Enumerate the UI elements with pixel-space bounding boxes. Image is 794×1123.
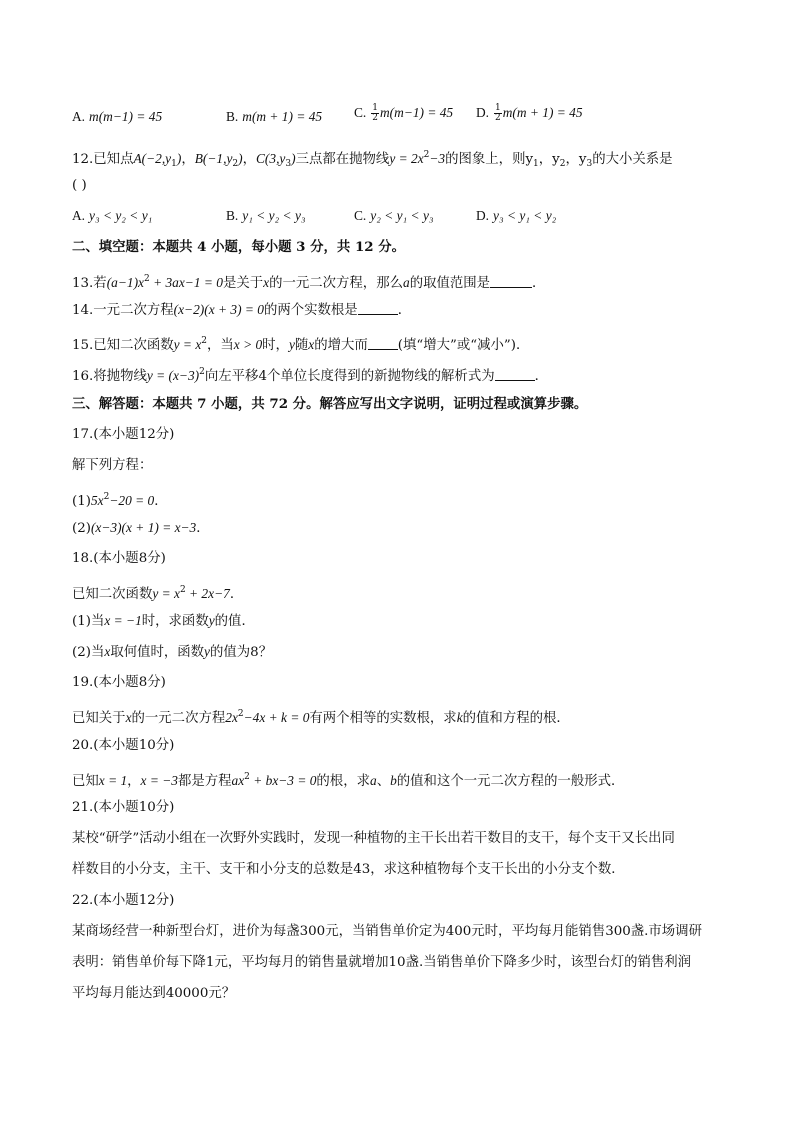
- q17-intro: 解下列方程：: [72, 458, 153, 473]
- q22-title: 22.(本小题12分): [72, 893, 175, 908]
- q12-paren: ( ): [72, 178, 87, 193]
- fraction: $\frac{1}{2}$: [495, 103, 501, 123]
- q22-line2: 表明：销售单价每下降1元，平均每月的销售量就增加10盏.当销售单价下降多少时，该型台灯的销售利润: [72, 955, 692, 970]
- q18-part2: (2)当x取何值时，函数y的值为8？: [72, 644, 273, 660]
- q11-option-a: A. m(m−1) = 45: [72, 109, 163, 124]
- q15: 15.已知二次函数$y = x^2$，当x > 0时，y随x的增大而 (填“增大”或“减小”)．: [72, 336, 530, 353]
- q20-title: 20.(本小题10分): [72, 738, 175, 753]
- q21-title: 21.(本小题10分): [72, 800, 175, 815]
- q13: 13.若$(a-1)x^2 + 3ax-1 = 0$是关于x的一元二次方程，那么a的取值范围是 ．: [72, 274, 546, 291]
- q16: 16.将抛物线$y = (x-3)^2$向左平移4个单位长度得到的新抛物线的解析式为 ．: [72, 367, 548, 384]
- q19-title: 19.(本小题8分): [72, 675, 166, 690]
- fraction: $\frac{1}{2}$: [372, 103, 379, 123]
- q19-body: 已知关于x的一元二次方程$2x^2-4x + k = 0$有两个相等的实数根，求k的值和方程的根．: [72, 709, 570, 726]
- q22-line3: 平均每月能达到40000元？: [72, 986, 236, 1001]
- q21-line2: 样数目的小分支，主干、支干和小分支的总数是43，求这种植物每个支干长出的小分支个数．: [72, 862, 625, 877]
- q14: 14.一元二次方程(x−2)(x + 3) = 0的两个实数根是 ．: [72, 302, 412, 318]
- q12-option-c: C. y₂ < y₁ < y₃: [354, 208, 434, 223]
- q11-option-c: C. $\frac{1}{2}$ m(m−1) = 45: [354, 103, 454, 123]
- answer-blank[interactable]: [490, 275, 532, 288]
- q12-option-b: B. y₁ < y₂ < y₃: [226, 208, 306, 223]
- q12-options: [72, 207, 732, 229]
- q11-option-b: B. m(m + 1) = 45: [226, 109, 323, 124]
- q12-option-a: A. y₃ < y₂ < y₁: [72, 208, 153, 223]
- q11-options: [72, 103, 732, 130]
- section-solve-heading: 三、解答题：本题共 7 小题，共 72 分。解答应写出文字说明，证明过程或演算步骤。: [72, 396, 588, 412]
- section-fill-in-heading: 二、填空题：本题共 4 小题，每小题 3 分，共 12 分。: [72, 239, 406, 255]
- q17-title: 17.(本小题12分): [72, 427, 175, 442]
- answer-blank[interactable]: [495, 368, 535, 381]
- q12-stem: 12.已知点$A(-2,y_1)$，$B(-1,y_2)$，$C(3,y_3)$三点都在抛物线$y = 2x^2-3$的图象上，则$y_1$，$y_2$，$y_3$的大小关系是: [72, 150, 673, 169]
- q18-title: 18.(本小题8分): [72, 551, 166, 566]
- q17-part2: (2)(x−3)(x + 1) = x−3．: [72, 520, 210, 536]
- q18-part1: (1)当x = −1时，求函数y的值．: [72, 613, 255, 629]
- q11-option-d: D. $\frac{1}{2}$ m(m + 1) = 45: [476, 103, 583, 123]
- answer-blank[interactable]: [368, 337, 398, 350]
- answer-blank[interactable]: [358, 302, 398, 315]
- q18-intro: 已知二次函数$y = x^2 + 2x-7$．: [72, 585, 244, 602]
- q12-option-d: D. y₃ < y₁ < y₂: [476, 208, 557, 223]
- q22-line1: 某商场经营一种新型台灯，进价为每盏300元，当销售单价定为400元时，平均每月能销售300盏.市场调研: [72, 924, 702, 939]
- q21-line1: 某校“研学”活动小组在一次野外实践时，发现一种植物的主干长出若干数目的支干，每个支干又长出同: [72, 831, 675, 846]
- q17-part1: $(1)5x^2-20 = 0$．: [72, 492, 168, 509]
- q20-body: 已知x = 1，x = −3都是方程$ax^2 + bx-3 = 0$的根，求a、b的值和这个一元二次方程的一般形式．: [72, 772, 625, 789]
